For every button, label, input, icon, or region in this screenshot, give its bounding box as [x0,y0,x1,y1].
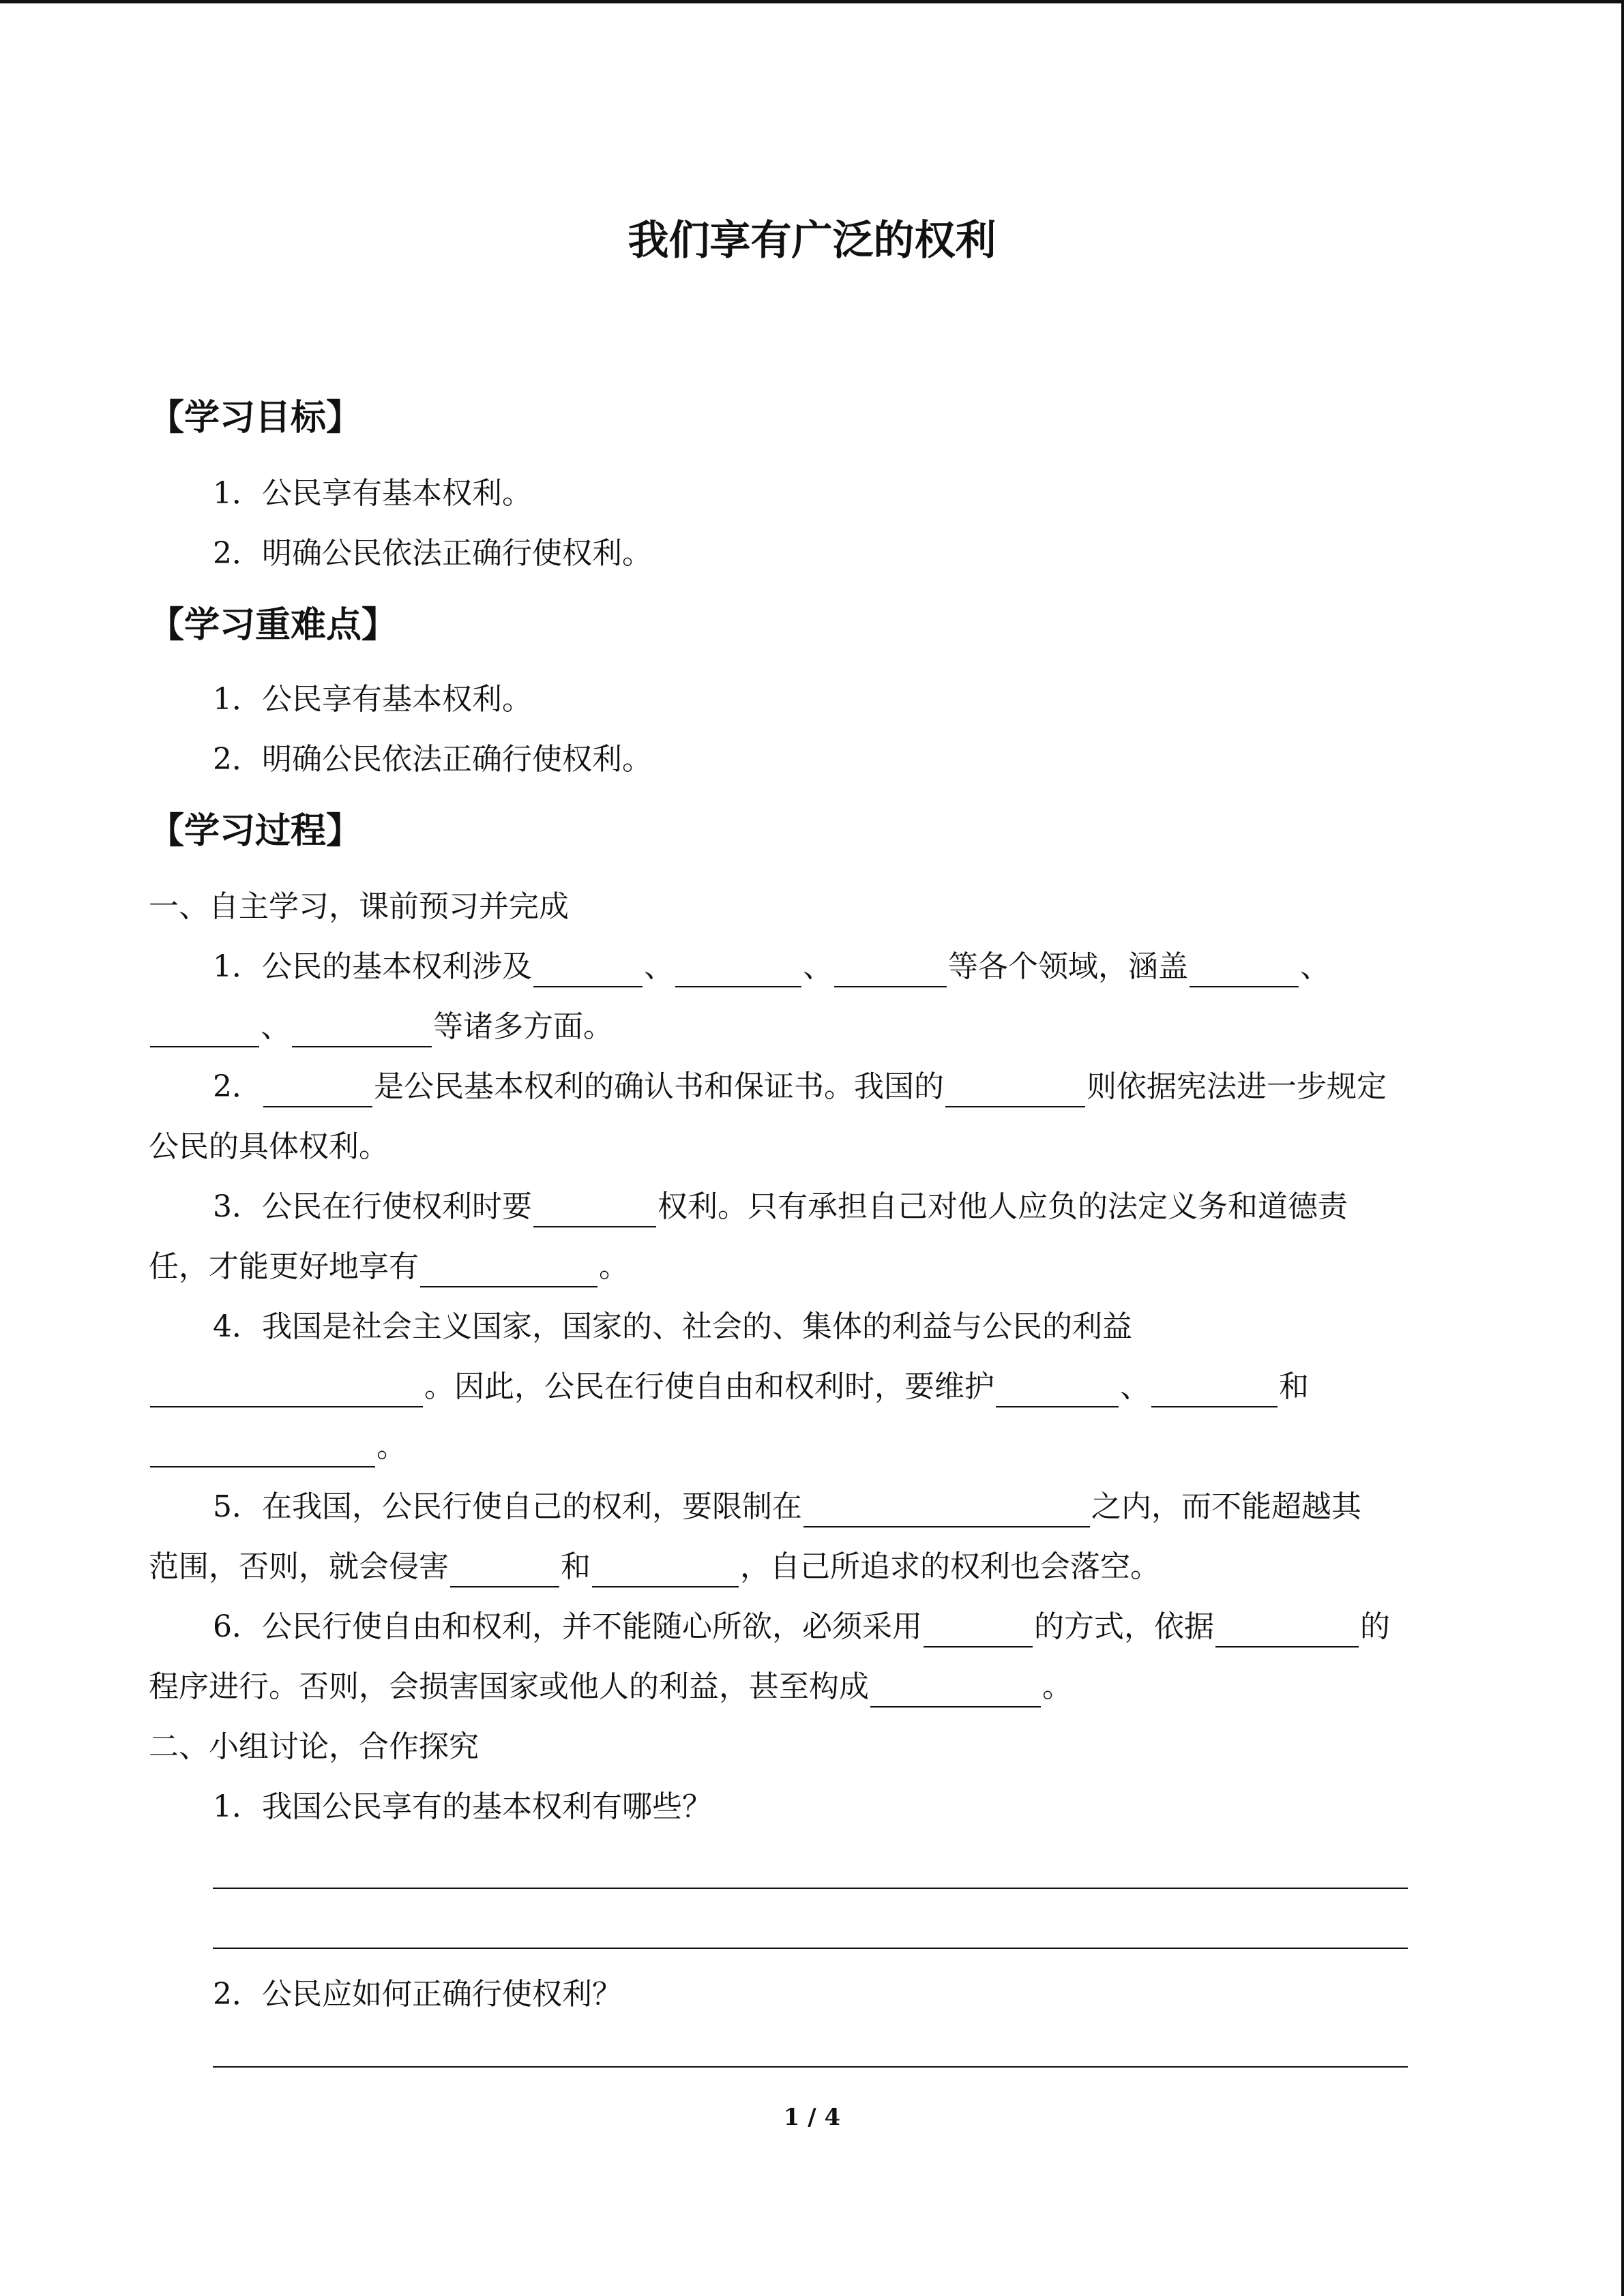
fill-blank[interactable] [533,1193,656,1227]
key-point-item: 2．明确公民依法正确行使权利。 [213,742,652,777]
discussion-question-1: 1．我国公民享有的基本权利有哪些？ [213,1789,712,1824]
page-border-top [0,0,1624,3]
fill-blank[interactable] [924,1613,1033,1648]
part1-title: 一、自主学习，课前预习并完成 [149,889,569,924]
question-4-line2 [149,1367,1309,1407]
q6-text: 6．公民行使自由和权利，并不能随心所欲，必须采用 [213,1609,922,1644]
question-2-line1 [213,1067,1387,1107]
fill-blank[interactable] [150,1373,423,1407]
q1-text: 、 [261,1009,291,1044]
q6-text: 的方式，依据 [1034,1609,1214,1644]
q1-text: 、 [644,949,674,984]
heading-process: 【学习过程】 [149,811,362,852]
q3-text: 3．公民在行使权利时要 [213,1189,532,1224]
q5-text: 之内，而不能超越其 [1091,1489,1361,1524]
fill-blank[interactable] [996,1373,1119,1407]
page-number: 1 / 4 [783,2104,841,2131]
question-3-line2 [149,1247,629,1287]
fill-blank[interactable] [803,1493,1090,1527]
q3-text: 权利。只有承担自己对他人应负的法定义务和道德责 [658,1189,1348,1224]
q5-text: 5．在我国，公民行使自己的权利，要限制在 [213,1489,802,1524]
goal-item: 1．公民享有基本权利。 [213,476,532,511]
part2-title: 二、小组讨论，合作探究 [149,1729,479,1764]
fill-blank[interactable] [1151,1373,1278,1407]
heading-key-points: 【学习重难点】 [149,605,398,646]
q1-text: 等各个领域，涵盖 [948,949,1188,984]
q4-text: 、 [1120,1369,1150,1404]
q5-text: ，自己所追求的权利也会落空。 [740,1549,1160,1584]
q1-text: 1．公民的基本权利涉及 [213,949,532,984]
q6-text: 程序进行。否则，会损害国家或他人的利益，甚至构成 [149,1669,869,1704]
fill-blank[interactable] [1215,1613,1359,1648]
fill-blank[interactable] [533,953,643,987]
question-2-line2: 公民的具体权利。 [149,1129,389,1164]
answer-line[interactable] [213,1948,1408,1949]
q4-text: 和 [1279,1369,1309,1404]
fill-blank[interactable] [870,1673,1041,1708]
answer-line[interactable] [213,2066,1408,2068]
answer-line[interactable] [213,1888,1408,1889]
q3-text: 任，才能更好地享有 [149,1249,419,1284]
fill-blank[interactable] [292,1013,432,1047]
fill-blank[interactable] [675,953,801,987]
q1-text: 、 [1300,949,1330,984]
discussion-question-2: 2．公民应如何正确行使权利？ [213,1977,622,2012]
q2-text: 则依据宪法进一步规定 [1087,1069,1387,1104]
fill-blank[interactable] [450,1553,559,1587]
question-5-line1 [213,1487,1361,1527]
fill-blank[interactable] [592,1553,739,1587]
question-1-line1 [213,946,1330,987]
q5-text: 范围，否则，就会侵害 [149,1549,449,1584]
heading-goals: 【学习目标】 [149,398,362,438]
fill-blank[interactable] [945,1073,1085,1107]
key-point-item: 1．公民享有基本权利。 [213,682,532,717]
question-5-line2 [149,1547,1160,1587]
document-title: 我们享有广泛的权利 [628,217,996,265]
fill-blank[interactable] [263,1073,372,1107]
page-border-right [1621,0,1624,2296]
fill-blank[interactable] [834,953,947,987]
q4-text: 。 [377,1429,407,1464]
question-4-line3 [149,1427,407,1467]
q3-text: 。 [599,1249,629,1284]
q1-text: 等诸多方面。 [433,1009,613,1044]
q4-text: 。因此，公民在行使自由和权利时，要维护 [424,1369,994,1404]
question-4-line1: 4．我国是社会主义国家，国家的、社会的、集体的利益与公民的利益 [213,1309,1132,1344]
fill-blank[interactable] [420,1253,597,1287]
q2-text: 2． [213,1069,262,1104]
fill-blank[interactable] [1190,953,1299,987]
q6-text: 。 [1042,1669,1072,1704]
q6-text: 的 [1360,1609,1390,1644]
question-6-line1 [213,1607,1390,1648]
q2-text: 是公民基本权利的确认书和保证书。我国的 [374,1069,944,1104]
fill-blank[interactable] [150,1013,259,1047]
question-3-line1 [213,1187,1348,1227]
q5-text: 和 [561,1549,591,1584]
fill-blank[interactable] [150,1433,375,1467]
question-1-line2 [149,1007,613,1047]
question-6-line2 [149,1667,1072,1708]
q1-text: 、 [803,949,833,984]
goal-item: 2．明确公民依法正确行使权利。 [213,536,652,571]
